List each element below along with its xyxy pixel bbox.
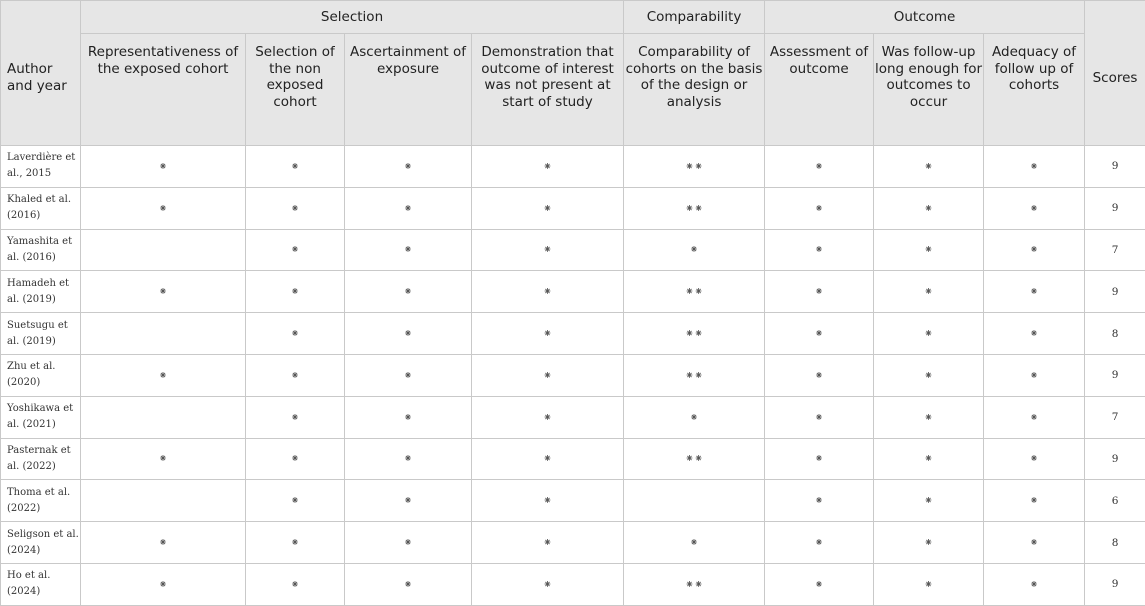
star-rating-cell [81, 480, 246, 522]
star-rating-cell: ⁕ [345, 438, 472, 480]
star-rating-cell: ⁕ [874, 480, 984, 522]
star-rating-cell: ⁕⁕ [624, 271, 765, 313]
star-rating-cell: ⁕ [874, 187, 984, 229]
table-row [1, 354, 1145, 396]
star-rating-cell: ⁕ [765, 146, 874, 188]
star-rating-cell: ⁕ [984, 146, 1085, 188]
star-rating-cell: ⁕ [874, 146, 984, 188]
star-rating-cell: ⁕⁕ [624, 187, 765, 229]
author-cell: Suetsugu et al. (2019) [1, 313, 81, 355]
star-rating-cell: ⁕ [345, 522, 472, 564]
score-cell: 6 [1085, 480, 1145, 522]
star-rating-cell: ⁕ [246, 313, 345, 355]
star-rating-cell [81, 313, 246, 355]
star-rating-cell: ⁕ [765, 563, 874, 605]
star-rating-cell: ⁕ [765, 522, 874, 564]
star-rating-cell: ⁕ [874, 271, 984, 313]
star-rating-cell: ⁕ [624, 522, 765, 564]
score-cell: 9 [1085, 563, 1145, 605]
star-rating-cell: ⁕ [984, 187, 1085, 229]
star-rating-cell: ⁕ [765, 396, 874, 438]
scores-header: Scores [1085, 1, 1145, 146]
star-rating-cell: ⁕ [345, 271, 472, 313]
star-rating-cell: ⁕ [765, 313, 874, 355]
star-rating-cell: ⁕ [472, 229, 624, 271]
subheader-comparability: Comparability of cohorts on the basis of the design or analysis [624, 34, 765, 146]
star-rating-cell: ⁕ [472, 563, 624, 605]
star-rating-cell [624, 480, 765, 522]
star-rating-cell: ⁕ [345, 313, 472, 355]
star-rating-cell: ⁕⁕ [624, 354, 765, 396]
star-rating-cell: ⁕ [984, 396, 1085, 438]
score-cell: 9 [1085, 146, 1145, 188]
star-rating-cell: ⁕ [984, 480, 1085, 522]
star-rating-cell: ⁕ [984, 563, 1085, 605]
star-rating-cell: ⁕ [874, 522, 984, 564]
star-rating-cell: ⁕ [81, 271, 246, 313]
star-rating-cell: ⁕ [246, 271, 345, 313]
star-rating-cell: ⁕⁕ [624, 438, 765, 480]
star-rating-cell: ⁕ [874, 563, 984, 605]
table-row [1, 563, 1145, 605]
star-rating-cell: ⁕ [984, 354, 1085, 396]
table-row [1, 229, 1145, 271]
star-rating-cell: ⁕ [246, 354, 345, 396]
score-cell: 9 [1085, 187, 1145, 229]
star-rating-cell: ⁕ [345, 229, 472, 271]
star-rating-cell: ⁕ [765, 354, 874, 396]
table-row [1, 522, 1145, 564]
star-rating-cell: ⁕ [81, 522, 246, 564]
table-row [1, 480, 1145, 522]
score-cell: 9 [1085, 354, 1145, 396]
star-rating-cell: ⁕ [345, 563, 472, 605]
star-rating-cell: ⁕ [345, 480, 472, 522]
star-rating-cell: ⁕ [765, 480, 874, 522]
star-rating-cell: ⁕ [765, 229, 874, 271]
star-rating-cell: ⁕ [874, 313, 984, 355]
score-cell: 9 [1085, 438, 1145, 480]
table-header [1, 1, 1145, 146]
star-rating-cell: ⁕ [874, 396, 984, 438]
star-rating-cell: ⁕ [246, 229, 345, 271]
star-rating-cell: ⁕ [246, 187, 345, 229]
author-cell: Laverdière et al., 2015 [1, 146, 81, 188]
score-cell: 8 [1085, 522, 1145, 564]
star-rating-cell: ⁕ [765, 438, 874, 480]
star-rating-cell: ⁕ [81, 563, 246, 605]
subheader-ascertainment: Ascertainment of exposure [345, 34, 472, 146]
star-rating-cell: ⁕ [624, 229, 765, 271]
star-rating-cell: ⁕ [246, 522, 345, 564]
subheader-follow-up-length: Was follow-up long enough for outcomes to occur [874, 34, 984, 146]
star-rating-cell: ⁕ [246, 146, 345, 188]
author-cell: Hamadeh et al. (2019) [1, 271, 81, 313]
author-year-header: Author and year [1, 1, 81, 146]
star-rating-cell: ⁕ [984, 522, 1085, 564]
star-rating-cell: ⁕ [472, 313, 624, 355]
star-rating-cell: ⁕ [345, 354, 472, 396]
star-rating-cell: ⁕ [472, 146, 624, 188]
star-rating-cell: ⁕ [472, 438, 624, 480]
score-cell: 9 [1085, 271, 1145, 313]
subheader-demonstration: Demonstration that outcome of interest was not present at start of study [472, 34, 624, 146]
star-rating-cell: ⁕ [246, 438, 345, 480]
star-rating-cell: ⁕ [472, 187, 624, 229]
table-row [1, 146, 1145, 188]
author-cell: Yamashita et al. (2016) [1, 229, 81, 271]
star-rating-cell: ⁕⁕ [624, 146, 765, 188]
star-rating-cell: ⁕ [472, 396, 624, 438]
score-cell: 7 [1085, 229, 1145, 271]
star-rating-cell: ⁕ [345, 187, 472, 229]
star-rating-cell: ⁕ [984, 229, 1085, 271]
star-rating-cell: ⁕ [81, 146, 246, 188]
star-rating-cell: ⁕ [874, 229, 984, 271]
star-rating-cell: ⁕ [472, 522, 624, 564]
subheader-representativeness: Representativeness of the exposed cohort [81, 34, 246, 146]
star-rating-cell: ⁕ [246, 396, 345, 438]
star-rating-cell [81, 396, 246, 438]
author-cell: Khaled et al. (2016) [1, 187, 81, 229]
author-cell: Seligson et al. (2024) [1, 522, 81, 564]
table-row [1, 396, 1145, 438]
star-rating-cell: ⁕ [345, 146, 472, 188]
table-row [1, 438, 1145, 480]
star-rating-cell: ⁕ [81, 354, 246, 396]
subheader-follow-up-adequacy: Adequacy of follow up of cohorts [984, 34, 1085, 146]
table-body [1, 146, 1145, 606]
author-cell: Zhu et al. (2020) [1, 354, 81, 396]
star-rating-cell: ⁕ [984, 271, 1085, 313]
star-rating-cell: ⁕⁕ [624, 563, 765, 605]
star-rating-cell: ⁕ [345, 396, 472, 438]
star-rating-cell: ⁕ [874, 354, 984, 396]
star-rating-cell: ⁕⁕ [624, 313, 765, 355]
star-rating-cell: ⁕ [472, 480, 624, 522]
star-rating-cell: ⁕ [984, 313, 1085, 355]
author-cell: Yoshikawa et al. (2021) [1, 396, 81, 438]
table-row [1, 313, 1145, 355]
author-cell: Ho et al. (2024) [1, 563, 81, 605]
star-rating-cell [81, 229, 246, 271]
star-rating-cell: ⁕ [984, 438, 1085, 480]
selection-header: Selection [81, 1, 624, 34]
star-rating-cell: ⁕ [246, 563, 345, 605]
star-rating-cell: ⁕ [81, 187, 246, 229]
subheader-assessment-outcome: Assessment of outcome [765, 34, 874, 146]
star-rating-cell: ⁕ [246, 480, 345, 522]
star-rating-cell: ⁕ [624, 396, 765, 438]
star-rating-cell: ⁕ [472, 271, 624, 313]
star-rating-cell: ⁕ [81, 438, 246, 480]
author-cell: Thoma et al. (2022) [1, 480, 81, 522]
subheader-selection-non-exposed: Selection of the non exposed cohort [246, 34, 345, 146]
outcome-header: Outcome [765, 1, 1085, 34]
star-rating-cell: ⁕ [472, 354, 624, 396]
score-cell: 8 [1085, 313, 1145, 355]
star-rating-cell: ⁕ [765, 187, 874, 229]
table-row [1, 271, 1145, 313]
score-cell: 7 [1085, 396, 1145, 438]
comparability-header: Comparability [624, 1, 765, 34]
star-rating-cell: ⁕ [874, 438, 984, 480]
table-row [1, 187, 1145, 229]
star-rating-cell: ⁕ [765, 271, 874, 313]
author-cell: Pasternak et al. (2022) [1, 438, 81, 480]
